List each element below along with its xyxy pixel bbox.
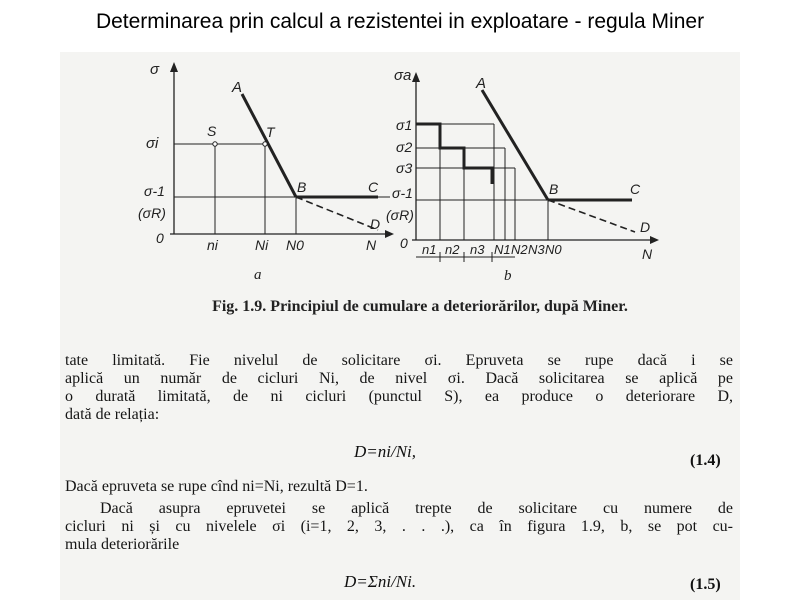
panel-b-sigma2-label: σ2 [396,139,413,155]
panel-b [412,76,659,262]
panel-b-n3-label: n3 [470,242,485,257]
paragraph-1-line-3: o durată limitată, de ni cicluri (punctul S), ea produce o deteriorare D, [65,388,733,405]
panel-a-ni-label: ni [207,237,218,253]
panel-b-x-arrow [650,236,659,244]
panel-b-sigma-1-label: σ-1 [392,185,413,201]
panel-b-y-axis-label: σa [394,67,412,84]
panel-b-point-D-label: D [640,219,651,235]
panel-b-sigma-r-label: (σR) [386,207,414,223]
panel-b-y-arrow [412,72,420,82]
panel-a-line-AB [242,94,296,197]
scanned-page [60,52,740,600]
paragraph-1-line-4: dată de relația: [65,406,160,423]
panel-a-point-B-label: B [297,179,307,195]
panel-b-n2-label: n2 [445,242,460,257]
panel-a-origin-label: 0 [156,230,164,246]
panel-a-y-arrow [170,62,178,72]
panel-a-point-D-label: D [370,216,381,232]
panel-a-point-S [213,142,217,146]
panel-a-sigma-1-label: σ-1 [144,183,165,199]
panel-a-N-label: N [366,237,377,253]
panel-a-point-C-label: C [368,179,379,195]
panel-a-y-axis-label: σ [150,61,160,78]
panel-b-sigma3-label: σ3 [396,160,413,176]
panel-b-N0-label: N0 [545,242,562,257]
panel-a-letter: a [254,267,262,283]
paragraph-2: Dacă epruveta se rupe cînd ni=Ni, rezultă D=1. [65,478,368,495]
panel-b-load-steps [416,124,492,184]
figure-diagram [60,52,740,300]
panel-b-sigma1-label: σ1 [396,117,413,133]
panel-b-N1-label: N1 [494,242,511,257]
figure-caption: Fig. 1.9. Principiul de cumulare a deteriorărilor, după Miner. [212,298,628,315]
panel-a-point-A-label: A [232,79,243,96]
panel-b-N-label: N [642,246,653,262]
paragraph-1-line-2: aplică un număr de cicluri Ni, de nivel σi. Dacă solicitarea se aplică pe [65,370,733,387]
paragraph-3-line-2: cicluri ni și cu nivelele σi (i=1, 2, 3, . . .), ca în figura 1.9, b, se pot cu- [65,518,733,535]
panel-b-point-A-label: A [476,75,487,92]
panel-a-point-T [263,142,267,146]
equation-1-5-number: (1.5) [690,576,721,593]
panel-a-line-BD [296,197,381,232]
panel-a-sigma-i-label: σi [146,135,159,152]
panel-b-N3-label: N3 [528,242,545,257]
panel-a-x-arrow [385,230,394,238]
slide-title: Determinarea prin calcul a rezistentei in exploatare - regula Miner [95,10,705,33]
paragraph-3-line-3: mula deteriorările [65,536,180,553]
equation-1-5: D=Σni/Ni. [344,572,417,591]
panel-a-Ni-label: Ni [255,237,269,253]
panel-b-n1-label: n1 [422,242,437,257]
panel-b-line-BD [548,200,635,232]
panel-b-N2-label: N2 [511,242,528,257]
panel-a-point-S-label: S [207,123,217,139]
panel-b-letter: b [504,268,512,284]
panel-b-point-C-label: C [630,181,641,197]
panel-b-origin-label: 0 [400,235,408,251]
equation-1-4: D=ni/Ni, [354,442,417,461]
panel-a-N0-label: N0 [286,237,304,253]
panel-a-sigma-r-label: (σR) [138,205,166,221]
panel-a [170,62,394,238]
equation-1-4-number: (1.4) [690,452,721,469]
paragraph-3-line-1: Dacă asupra epruvetei se aplică trepte de solicitare cu numere de [100,500,733,517]
panel-a-point-T-label: T [266,124,275,140]
paragraph-1-line-1: tate limitată. Fie nivelul de solicitare σi. Epruveta se rupe dacă i se [65,352,733,369]
panel-b-point-B-label: B [549,181,559,197]
